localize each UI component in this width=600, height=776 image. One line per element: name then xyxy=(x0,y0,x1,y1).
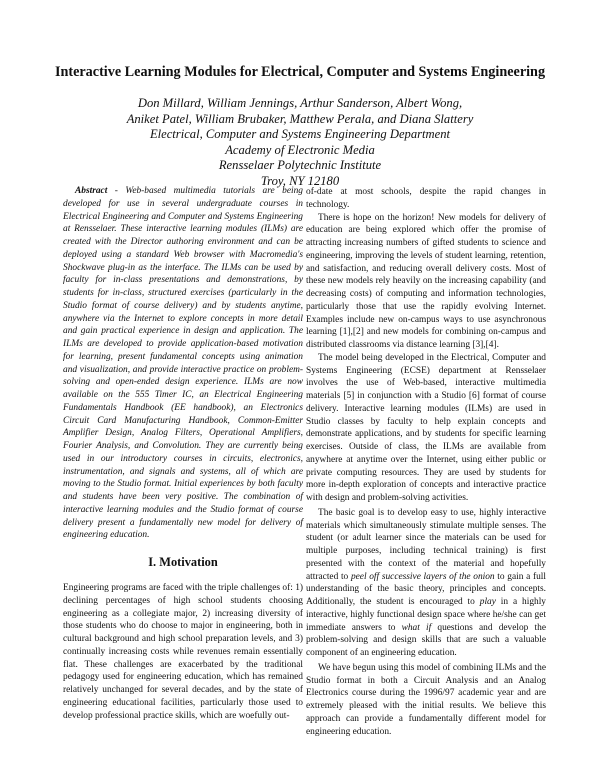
p4-text-b: to gain a full understanding of the basic theory, principles and concepts. Additionally, the student is encouraged to xyxy=(306,571,546,607)
p4-emphasis-what-if: what if xyxy=(401,622,432,633)
institute: Rensselaer Polytechnic Institute xyxy=(218,158,382,173)
author-block xyxy=(0,96,600,190)
paper-title: Interactive Learning Modules for Electrical, Computer and Systems Engineering xyxy=(54,64,546,80)
right-paragraph-1: of-date at most schools, despite the rapid changes in technology. xyxy=(306,187,546,210)
right-column xyxy=(306,186,546,738)
motivation-paragraph-1: Engineering programs are faced with the triple challenges of: 1) declining percentages of high school students choosing engineering as a collegiate major, 2) increasing diversity of those students who do choose to major in engineering, both in cultural background and high school preparation levels, and 3) continually increasing costs while revenues remain essentially flat. These challenges are exacerbated by the traditional pedagogy used for engineering education, which has remained relatively unchanged for several decades, and by the state of engineering educational facilities, particularly those used to develop professional practice skills, which are woefully out- xyxy=(63,583,303,721)
section-heading-motivation: I. Motivation xyxy=(148,555,218,569)
right-paragraph-3: The model being developed in the Electrical, Computer and Systems Engineering (ECSE) department at Rensselaer involves the use of Web-based, interactive multimedia materials [5] in conjunction with a Studio [6] format of course delivery. Interactive learning modules (ILMs) are used in Studio classes by faculty to help explain concepts and demonstrate applications, and by students for specific learning exercises. Outside of class, the ILMs are available from anywhere at anytime over the Internet, using either public or private computing resources. They are used by students for more in-depth exploration of concepts and interactive practice with design and problem-solving activities. xyxy=(306,352,546,503)
p4-text-d: questions and develop the problem-solving and design skills that are such a valuable component of an engineering education. xyxy=(306,622,546,658)
p4-emphasis-play: play xyxy=(479,597,496,607)
academy: Academy of Electronic Media xyxy=(225,142,375,157)
department: Electrical, Computer and Systems Engineering Department xyxy=(149,127,451,142)
location: Troy, NY 12180 xyxy=(260,173,340,188)
abstract xyxy=(63,185,303,542)
author-names-line-1: Don Millard, William Jennings, Arthur Sanderson, Albert Wong, xyxy=(137,96,463,110)
author-names-line-2: Aniket Patel, William Brubaker, Matthew Perala, and Diana Slattery xyxy=(126,111,474,126)
p4-text-c: in a highly interactive, highly functional design space where he/she can get immediate answers to xyxy=(306,597,546,633)
abstract-text: - Web-based multimedia tutorials are being developed for use in several undergraduate courses in Electrical Engineering and Computer and Systems Engineering at Rensselaer. These interactive learning modules (ILMs) are created with the Director authoring environment and can be deployed using a standard Web browser with Macromedia's Shockwave plug-in as the interface. The ILMs can be used by faculty for in-class presentations and demonstrations, by students for in-class, structured exercises (particularly in the Studio format of course delivery) and by students anytime, anywhere via the Internet to explore concepts in more detail and gain practical experience in design and application. The ILMs are developed to provide application-based motivation for learning, present fundamental concepts using animation and visualization, and provide interactive practice on problem-solving and open-ended design experience. ILMs are now available on the 555 Timer IC, an Electrical Engineering Fundamentals Handbook (EE handbook), an Electronics Circuit Card Manufacturing Handbook, Common-Emitter Amplifier Design, Analog Filters, Operational Amplifiers, Fourier Analysis, and Convolution. They are currently being used in our introductory courses in circuits, electronics, instrumentation, and signals and systems, all of which are moving to the Studio format. Initial experiences by both faculty and students have been very positive. The combination of interactive learning modules and the Studio format of course delivery present a fundamentally new model for delivery of engineering education. xyxy=(63,186,303,541)
right-paragraph-2: There is hope on the horizon! New models for delivery of education are being explored which offer the promise of attracting increasing numbers of gifted students to science and engineering, improving the levels of student learning, retention, and satisfaction, and reducing overall delivery costs. Most of these new models rely heavily on the increasing capability (and decreasing costs) of computing and information technologies, particularly those that use the rapidly evolving Internet. Examples include new on-campus ways to use asynchronous learning [1],[2] and new models for combining on-campus and distributed classrooms via distance learning [3],[4]. xyxy=(306,212,546,350)
abstract-lead: Abstract xyxy=(75,186,108,196)
p4-emphasis-onion: peel off successive layers of the onion xyxy=(350,571,495,582)
left-column xyxy=(63,185,303,722)
right-paragraph-5: We have begun using this model of combining ILMs and the Studio format in both a Circuit Analysis and an Analog Electronics course during the 1996/97 academic year and are extremely pleased with the initial results. We believe this approach can provide a fundamentally different model for engineering education. xyxy=(306,662,546,737)
p4-text-a: The basic goal is to develop easy to use, highly interactive materials which simultaneously stimulate multiple senses. The student (or adult learner since the materials can be used for multiple purposes, including technical training) is first presented with the context of the material and hopefully attracted to xyxy=(306,507,546,582)
right-paragraph-4 xyxy=(306,507,546,660)
